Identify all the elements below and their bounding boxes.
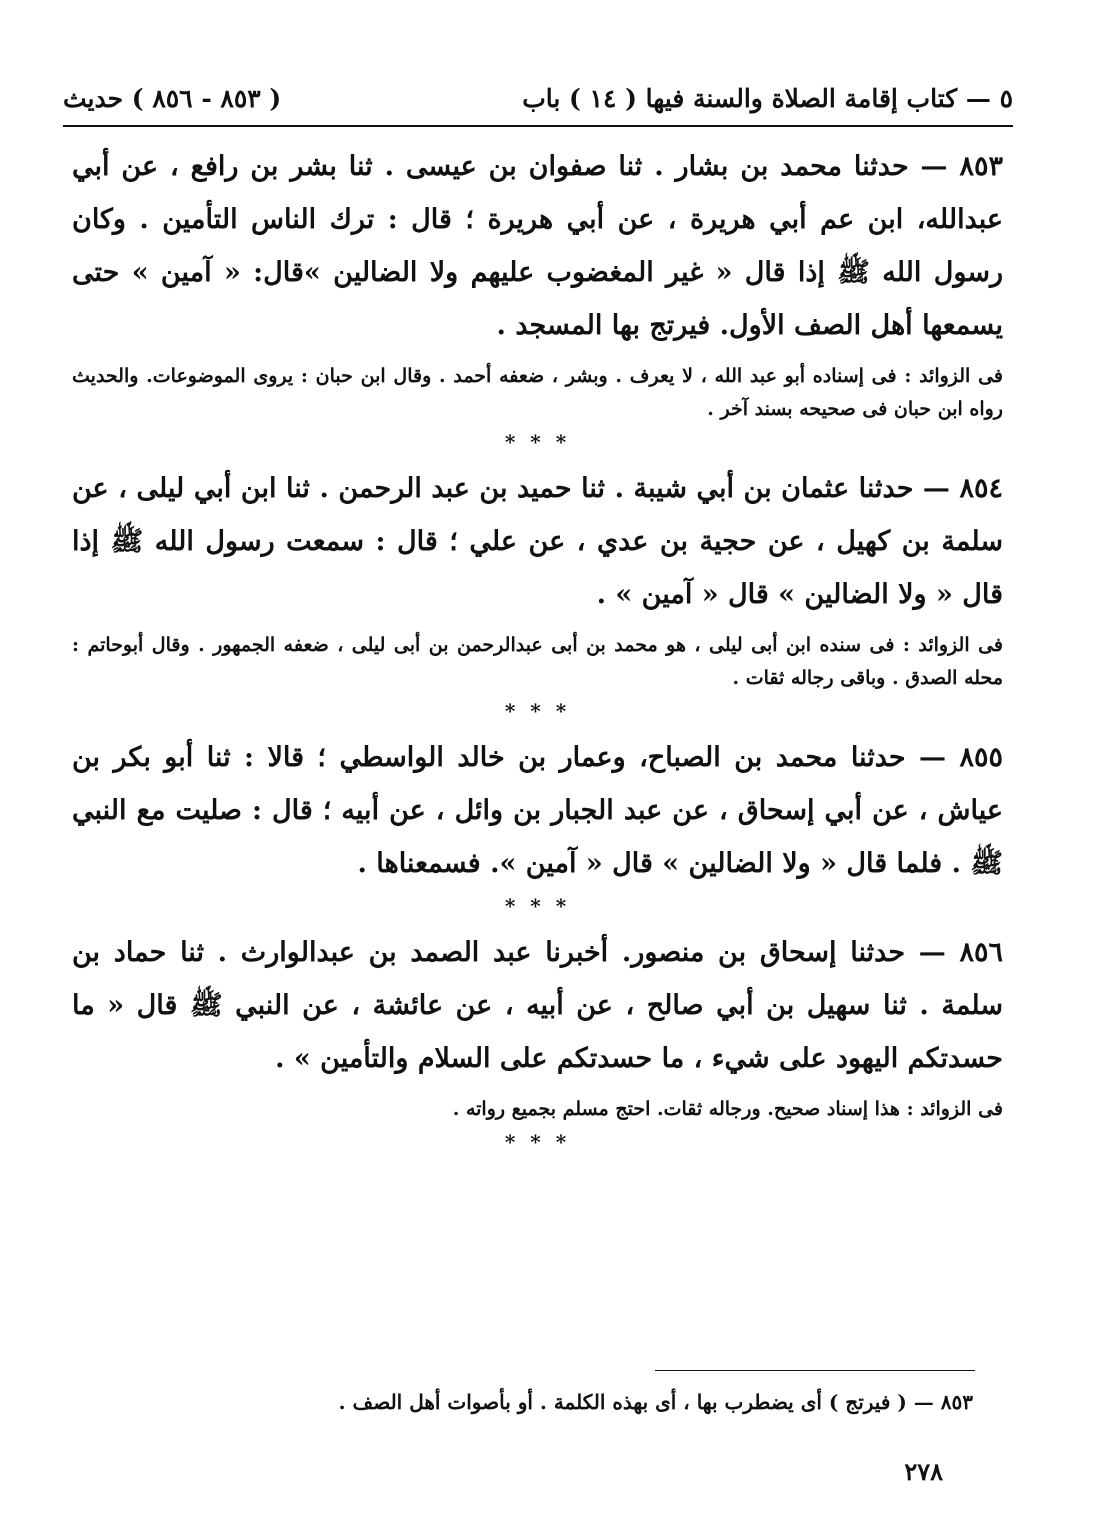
zawaid-note-856: فى الزوائد : هذا إسناد صحيح. ورجاله ثقات. احتج مسلم بجميع رواته .: [452, 1098, 1003, 1120]
hadith-855: ٨٥٥ — حدثنا محمد بن الصباح، وعمار بن خالد الواسطي ؛ قالا : ثنا أبو بكر بن عياش ، عن أبي إسحاق ، عن عبد الجبار بن وائل ، عن أبيه ؛ قال : صليت مع النبي ﷺ . فلما قال « ولا الضالين » قال « آمين ». فسمعناها .: [72, 742, 1003, 879]
page-body: [72, 140, 1003, 1162]
section-separator: * * *: [504, 894, 571, 918]
section-separator: * * *: [504, 699, 571, 723]
header-chapter-title: ٥ — كتاب إقامة الصلاة والسنة فيها ( ١٤ ) باب: [522, 83, 1013, 113]
header-hadith-range: ( ٨٥٣ - ٨٥٦ ) حديث: [63, 83, 282, 113]
header-divider: [63, 125, 1013, 127]
zawaid-note-853: فى الزوائد : فى إسناده أبو عبد الله ، لا يعرف . وبشر ، ضعفه أحمد . وقال ابن حبان : يروى الموضوعات. والحديث رواه ابن حبان فى صحيحه بسند آخر .: [72, 365, 1003, 420]
section-separator: * * *: [504, 1130, 571, 1154]
page-number: ٢٧٨: [904, 1457, 943, 1486]
footnote-divider: [655, 1370, 975, 1371]
hadith-853: ٨٥٣ — حدثنا محمد بن بشار . ثنا صفوان بن عيسى . ثنا بشر بن رافع ، عن أبي عبدالله، ابن عم أبي هريرة ، عن أبي هريرة ؛ قال : ترك الناس التأمين . وكان رسول الله ﷺ إذا قال « غير المغضوب عليهم ولا الضالين »قال: « آمين » حتى يسمعها أهل الصف الأول. فيرتج بها المسجد .: [72, 151, 1003, 341]
running-header: [63, 78, 1013, 118]
section-separator: * * *: [504, 430, 571, 454]
hadith-854: ٨٥٤ — حدثنا عثمان بن أبي شيبة . ثنا حميد بن عبد الرحمن . ثنا ابن أبي ليلى ، عن سلمة بن كهيل ، عن حجية بن عدي ، عن علي ؛ قال : سمعت رسول الله ﷺ إذا قال « ولا الضالين » قال « آمين » .: [72, 473, 1003, 610]
zawaid-note-854: فى الزوائد : فى سنده ابن أبى ليلى ، هو محمد بن أبى عبدالرحمن بن أبى ليلى ، ضعفه الجمهور . وقال أبوحاتم : محله الصدق . وباقى رجاله ثقات .: [72, 634, 1003, 689]
footnote: ٨٥٣ — ( فيرتج ) أى يضطرب بها ، أى بهذه الكلمة . أو بأصوات أهل الصف .: [338, 1390, 973, 1414]
hadith-856: ٨٥٦ — حدثنا إسحاق بن منصور. أخبرنا عبد الصمد بن عبدالوارث . ثنا حماد بن سلمة . ثنا سهيل بن أبي صالح ، عن أبيه ، عن عائشة ، عن النبي ﷺ قال « ما حسدتكم اليهود على شيء ، ما حسدتكم على السلام والتأمين » .: [72, 937, 1003, 1074]
